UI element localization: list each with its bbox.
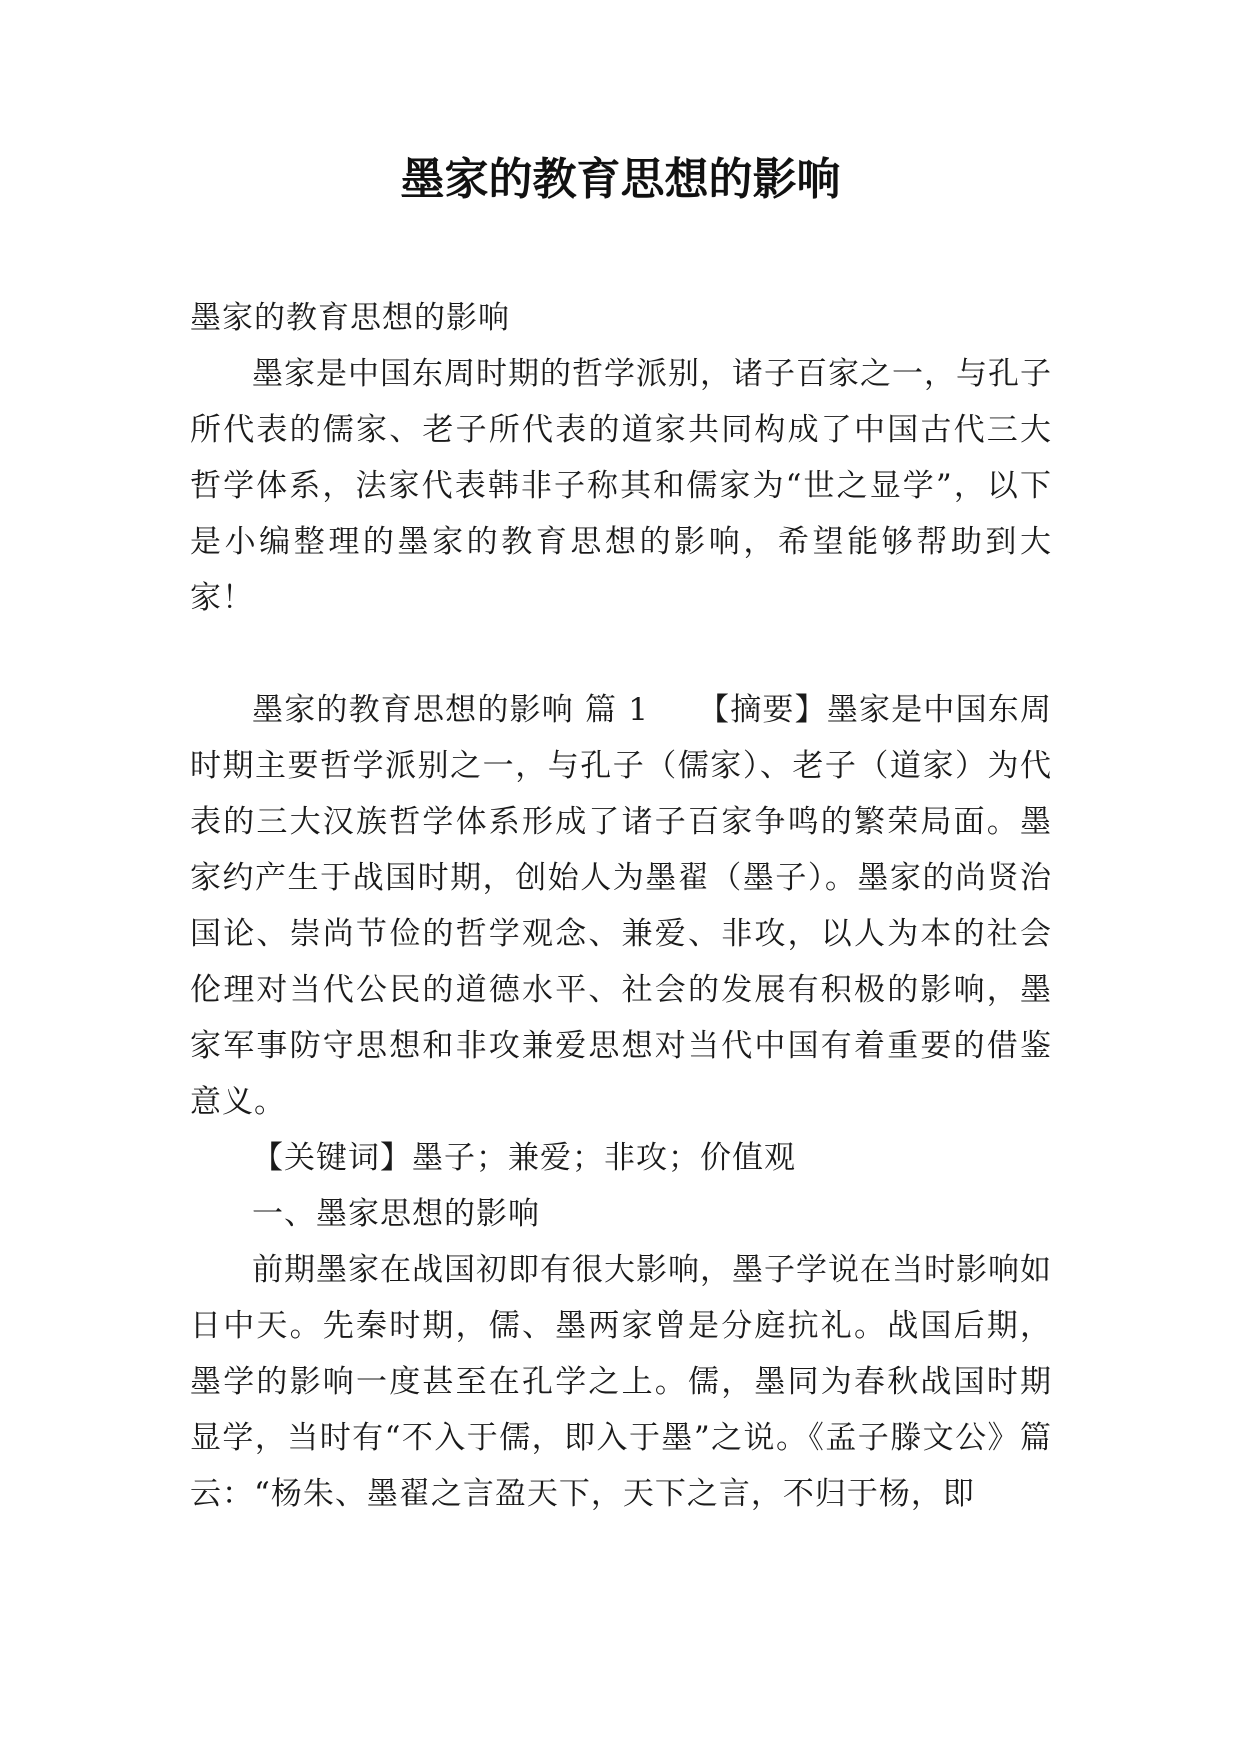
body-paragraph: 前期墨家在战国初即有很大影响，墨子学说在当时影响如日中天。先秦时期，儒、墨两家曾是分庭抗礼。战国后期，墨学的影响一度甚至在孔学之上。儒，墨同为春秋战国时期显学，当时有“不入于儒，即入于墨”之说。《孟子滕文公》篇云：“杨朱、墨翟之言盈天下，天下之言，不归于杨，即	[190, 1252, 1052, 1512]
document-subtitle: 墨家的教育思想的影响	[190, 300, 510, 336]
keywords-paragraph: 【关键词】墨子；兼爱；非攻；价值观	[252, 1140, 796, 1176]
section-heading: 一、墨家思想的影响	[252, 1196, 540, 1232]
intro-paragraph: 墨家是中国东周时期的哲学派别，诸子百家之一，与孔子所代表的儒家、老子所代表的道家共同构成了中国古代三大哲学体系，法家代表韩非子称其和儒家为“世之显学”，以下是小编整理的墨家的教育思想的影响，希望能够帮助到大家！	[190, 356, 1052, 616]
abstract-paragraph: 墨家的教育思想的影响 篇 1 【摘要】墨家是中国东周时期主要哲学派别之一，与孔子（儒家）、老子（道家）为代表的三大汉族哲学体系形成了诸子百家争鸣的繁荣局面。墨家约产生于战国时期，创始人为墨翟（墨子）。墨家的尚贤治国论、崇尚节俭的哲学观念、兼爱、非攻，以人为本的社会伦理对当代公民的道德水平、社会的发展有积极的影响，墨家军事防守思想和非攻兼爱思想对当代中国有着重要的借鉴意义。	[190, 692, 1052, 1120]
paragraph-spacer	[190, 626, 1052, 682]
document-title: 墨家的教育思想的影响	[400, 154, 841, 205]
document-body	[190, 290, 1052, 1522]
